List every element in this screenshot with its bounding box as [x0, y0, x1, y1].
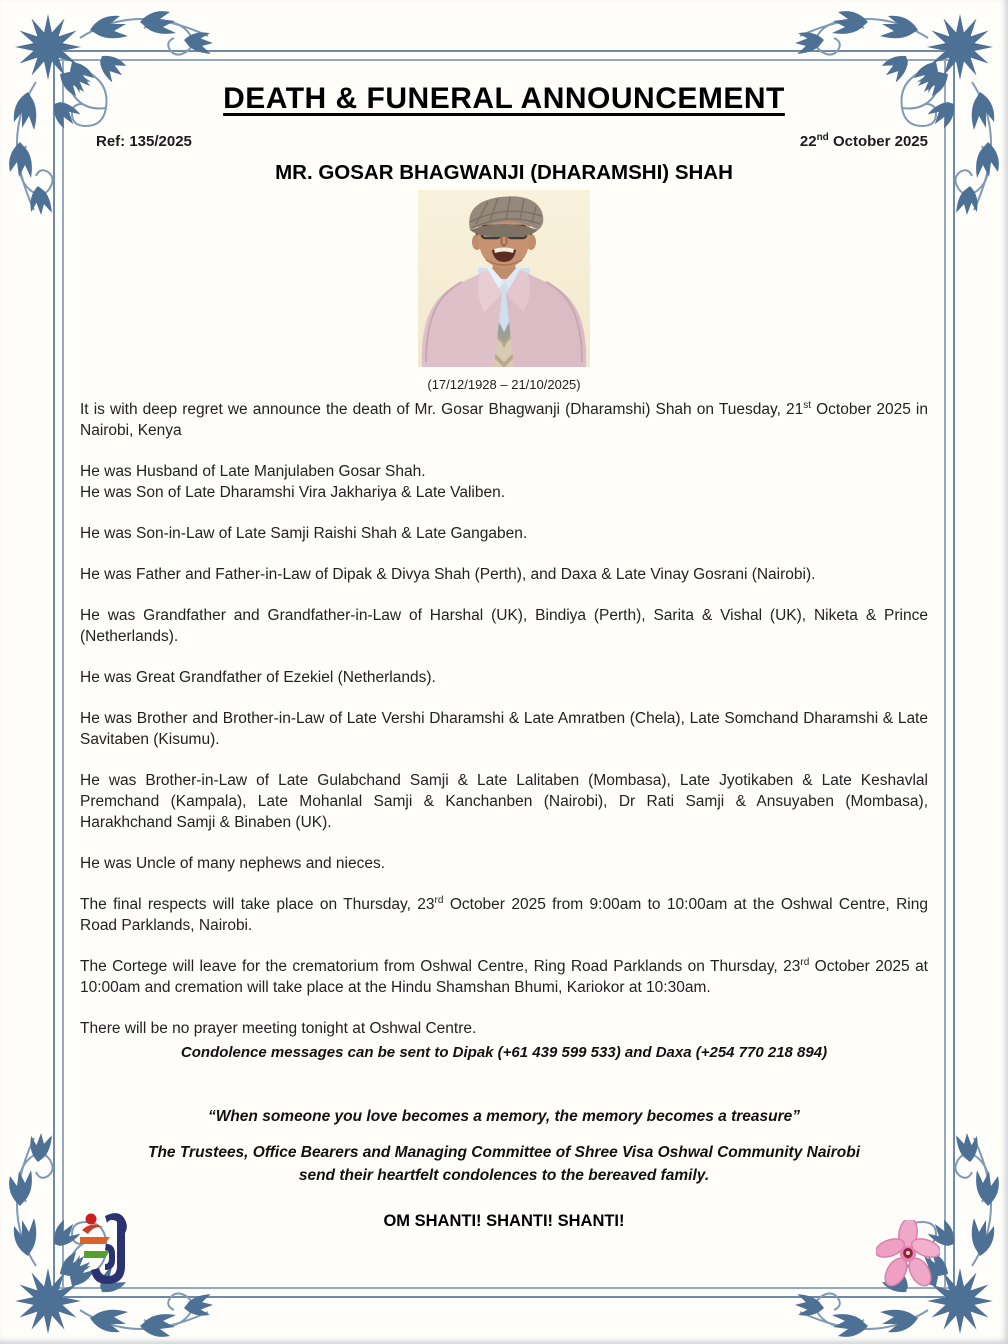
portrait-photo — [418, 190, 590, 367]
paragraph-family: He was Grandfather and Grandfather-in-Law of Harshal (UK), Bindiya (Perth), Sarita & Vishal (UK), Niketa & Prince (Netherlands). — [80, 607, 928, 645]
paragraph-family: He was Brother-in-Law of Late Gulabchand Samji & Late Lalitaben (Mombasa), Late Jyotikaben & Late Keshavlal Premchand (Kampala), Late Mohanlal Samji & Kanchanben (Nairobi), Dr Rati Samji & Ansuyaben (Mombasa), Harakhchand Samji & Binaben (UK). — [80, 772, 928, 831]
pink-orchid-flower-icon — [876, 1220, 940, 1288]
life-dates-caption: (17/12/1928 – 21/10/2025) — [427, 377, 581, 392]
paragraph-family: He was Son-in-Law of Late Samji Raishi Shah & Late Gangaben. — [80, 525, 528, 542]
paragraph-final-respects: The final respects will take place on Thursday, 23rd October 2025 from 9:00am to 10:00am at the Oshwal Centre, Ring Road Parklands, Nairobi. — [80, 894, 928, 934]
border-line-right-inner — [944, 50, 946, 1298]
border-line-left-outer — [53, 50, 55, 1298]
paragraph-family: He was Great Grandfather of Ezekiel (Netherlands). — [80, 669, 436, 686]
paragraph-prayer-meeting: There will be no prayer meeting tonight at Oshwal Centre. — [80, 1020, 477, 1037]
paragraph-family: He was Brother and Brother-in-Law of Late Vershi Dharamshi & Late Amratben (Chela), Late Somchand Dharamshi & Late Savitaben (Kisumu). — [80, 710, 928, 748]
paragraph-family: He was Husband of Late Manjulaben Gosar Shah. He was Son of Late Dharamshi Vira Jakhariya & Late Valiben. — [80, 463, 506, 501]
oshwal-community-logo-icon — [78, 1210, 134, 1286]
paragraph-cortege: The Cortege will leave for the crematorium from Oshwal Centre, Ring Road Parklands on Thursday, 23rd October 2025 at 10:00am and cremation will take place at the Hindu Shamshan Bhumi, Kariokor at 10:30am. — [80, 956, 928, 996]
reference-row — [80, 133, 928, 150]
border-line-left-inner — [62, 50, 64, 1298]
page-title: DEATH & FUNERAL ANNOUNCEMENT — [223, 82, 785, 115]
announcement-body — [80, 399, 928, 1039]
trustees-message: The Trustees, Office Bearers and Managing Committee of Shree Visa Oshwal Community Nairobi send their heartfelt condolences to the bereaved family. — [147, 1144, 861, 1184]
paragraph-family: He was Uncle of many nephews and nieces. — [80, 855, 385, 872]
announcement-date: 22nd October 2025 — [799, 132, 928, 150]
reference-number: Ref: 135/2025 — [96, 133, 192, 150]
paragraph-announcement: It is with deep regret we announce the death of Mr. Gosar Bhagwanji (Dharamshi) Shah on Tuesday, 21st October 2025 in Nairobi, Kenya — [80, 399, 928, 439]
om-shanti-line: OM SHANTI! SHANTI! SHANTI! — [383, 1212, 625, 1230]
border-line-right-outer — [953, 50, 955, 1298]
memorial-quote: “When someone you love becomes a memory, the memory becomes a treasure” — [207, 1108, 801, 1125]
deceased-name: MR. GOSAR BHAGWANJI (DHARAMSHI) SHAH — [275, 161, 733, 184]
paragraph-family: He was Father and Father-in-Law of Dipak & Divya Shah (Perth), and Daxa & Late Vinay Gosrani (Nairobi). — [80, 566, 816, 583]
condolence-contact-line: Condolence messages can be sent to Dipak (+61 439 599 533) and Daxa (+254 770 218 894) — [180, 1044, 828, 1061]
